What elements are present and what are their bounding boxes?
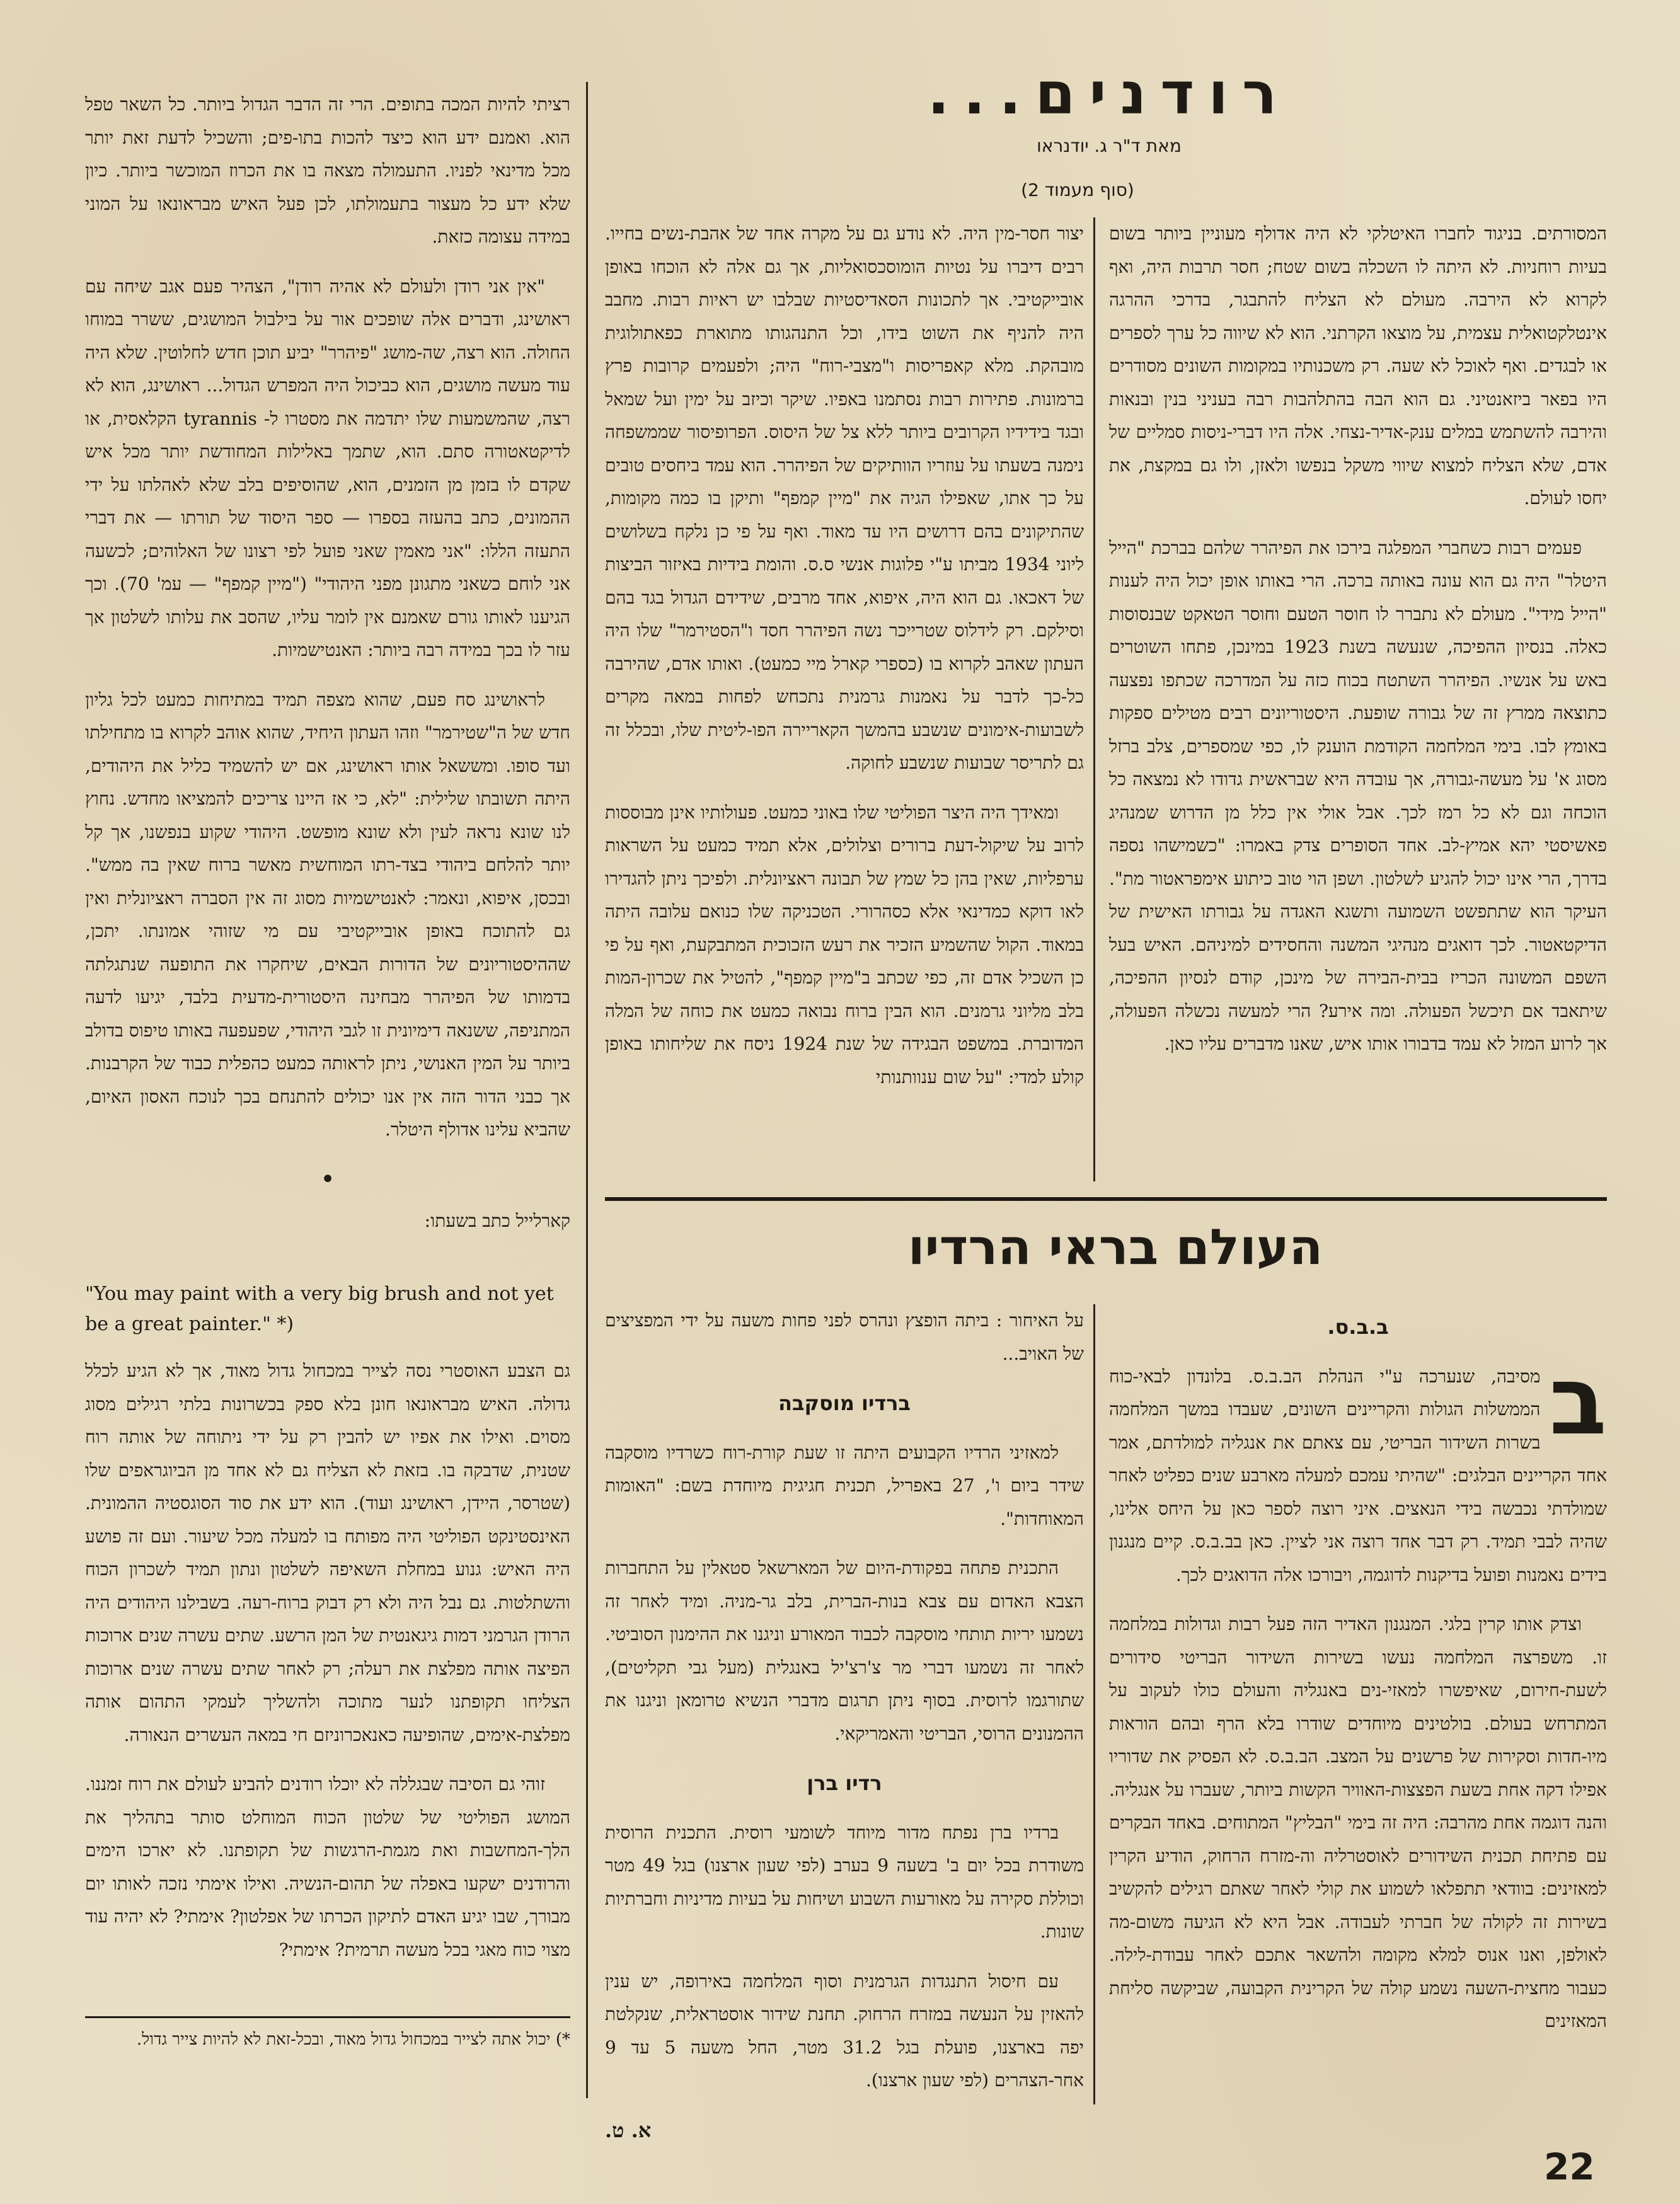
paragraph: וצדק אותו קרין בלגי. המנגנון האדיר הזה פעל רבות וגדולות במלחמה זו. משפרצה המלחמה נעשו בשירות השידור הבריטי סידורים לשעת-חירום, שאיפשרו למאזי-נים באנגליה והעולם כולו לעקוב על המתרחש בעולם. בולטינים מיוחדים שודרו בלא הרף ובהם הוראות מיו-חדות וסקירות של פרשנים על המצב. הב.ב.ס. לא הפסיק את שדוריו אפילו דקה אחת בשעת הפצצות-האוויר הקשות ביותר, שעברו על אנגליה. והנה דוגמה אחת מהרבה: היה זה בימי "הבליץ" המתוחים. באחד הבקרים עם פתיחת תכנית השידורים לאוסטרליה וה-מזרח הרחוק, הודיע הקרין למאזינים: בוודאי תתפלאו לשמוע את קולי לאחר שאתם רגילים להקשיב בשירות זה לקולה של חברתי לעבודה. אבל היא לא הגיעה משום-מה לאולפן, ואנו אנוס למלא מקומה ולהשאר אתכם לאחר עבודת-לילה. כעבור מחצית-השעה נשמע קולה של הקרינית הקבועה, שביקשה סליחת המאזינים [1109,1614,1607,2031]
article1-column-right [1109,217,1607,1181]
paragraph: זוהי גם הסיבה שבגללה לא יוכלו רודנים להביע לעולם את רוח זמננו. המושג הפוליטי של שלטון הכוח המוחלט סותר בתהליך את הלך-המחשבות ואת מגמת-הרגשות של תקופתנו. לא יארכו הימים והרודנים ישקעו באפלה של תהום-הנשיה. ואילו אימתי נזכה לאותו יום מבורך, שבו יגיע האדם לתיקון הכרתו של אפלטון? אימתי? לא יהיה עוד מצוי כוח מאגי בכל מעשה תרמית? אימתי? [85,1774,570,1960]
paragraph: מסיבה, שנערכה ע"י הנהלת הב.ב.ס. בלונדון לבאי-כוח הממשלות הגולות והקריינים השונים, שעבדו במשך המלחמה בשרות השידור הבריטי, עם צאתם את אנגליה למולדתם, אמר אחד הקריינים הבלגים: "שהיתי עמכם למעלה מארבע שנים כפליט לאחר שמולדתי נכבשה בידי הנאצים. איני רוצה לספר כאן על היחס אלינו, שהיה לבבי תמיד. רק דבר אחד רוצה אני לציין. כאן בב.ב.ס. קיים מנגנון בידים נאמנות ופועל בדיקנות לדוגמה, ויבורכו אלה הדואגים לכך. [1109,1365,1607,1585]
paragraph: רציתי להיות המכה בתופים. הרי זה הדבר הגדול ביותר. כל השאר טפל הוא. ואמנם ידע הוא כיצד להכות בתו-פים; והשכיל לדעת זאת יותר מכל מדינאי לפניו. התעמולה מצאה בו את הכרוז המוכשר ביותר. כיון שלא ידע כל מעצור בתעמולתו, לכן פעל האיש מבראונאו על המוני במידה עצומה כזאת. [85,94,570,247]
paragraph: ברדיו ברן נפתח מדור מיוחד לשומעי רוסית. התכנית הרוסית משודרת בכל יום ב' בשעה 9 בערב (לפי שעון ארצנו) בגל 49 מטר וכוללת סקירה על מאורעות השבוע ושיחות על בעיות מדיניות וחברתיות שונות. [605,1822,1084,1942]
paragraph: המסורתים. בניגוד לחברו האיטלקי לא היה אדולף מעוניין ביותר בשום בעיות רוחניות. לא היתה לו השכלה בשום שטח; חסר תרבות היה, ואף לקרוא לא הירבה. מעולם לא הצליח להתבגר, בדרכי ההרגה אינטלקטואלית עצמית, על מוצאו הקרתני. הוא לא שיווה כל ערך לספרים או לבגדים. ואף לאוכל לא שעה. רק משכנותיו במקומות השונים מסודרים היו בפאר ביזאנטיני. גם הוא הבה בהתלהבות רבה בעניני בנין ובנאות והירבה להשתמש במלים ענק-אדיר-נצחי. אלה היו דברי-ניסות סמליים של אדם, שלא הצליח למצוא שיווי משקל בנפשו ולאזן, ולו גם במקצת, את יחסו לעולם. [1109,223,1607,508]
article1-column-left-continued [85,1355,570,2010]
article2-title: העולם בראי הרדיו [907,1219,1323,1276]
paragraph: לראושינג סח פעם, שהוא מצפה תמיד במתיחות כמעט לכל גליון חדש של ה"שטירמר" וזהו העתון היחיד, שהוא אוהב לקרוא בו מתחילתו ועד סופו. ומששאל אותו ראושינג, אם יש להשמיד כליל את היהודים, היתה תשובתו שלילית: "לא, כי אז היינו צריכים להמציאו מחדש. נחוץ לנו שונא נראה לעין ולא שונא מופשט. היהודי שקוע בנפשנו, אך קל יותר להלחם ביהודי בצד-רתו המוחשית מאשר ברוח שאין בה ממש". ובכסן, איפוא, ונאמר: לאנטישמיות מסוג זה אין הסברה ראציונלית ואין גם להתוכח באופן אובייקטיבי עם מי שזוהי אמונתו. יתכן, שההיסטוריונים של הדורות הבאים, שיחקרו את התופעה שנתגלתה בדמותו של הפיהרר מבחינה היסטורית-מדעית בלבד, יגיעו לדעה המתניפה, ששנאה דימיונית זו לגבי היהודי, שפעפעה באותו טיפוס בדולב ביותר על המין האנושי, ניתן לראותה כמעט כהפלית כבוד של הקרבנות. אך כבני הדור הזה אין אנו יכולים להתנחם בכך לנוכח האסון האיום, שהביא עלינו אדולף היטלר. [85,689,570,1140]
section-heading-moscow: ברדיו מוסקבה [778,1391,911,1415]
paragraph: התכנית פתחה בפקודת-היום של המארשאל סטאלין על התחברות הצבא האדום עם צבא בנות-הברית, בלב גר-מניה. ומיד לאחר זה נשמעו יריות תותחי מוסקבה לכבוד המאורע וניגנו את ההימנון הסוביטי. לאחר זה נשמעו דברי מר צ'רצ'יל באנגלית (מעל גבי תקליטים), שתורגמו לרוסית. בסוף ניתן תרגום מדברי הנשיא טרומאן וניגנו את ההמנונים הרוסי, הבריטי והאמריקאי. [605,1558,1084,1744]
quote-text: "You may paint with a very big brush and not yet be a great painter." *) [85,1283,554,1335]
paragraph: יצור חסר-מין היה. לא נודע גם על מקרה אחד של אהבת-נשים בחייו. רבים דיברו על נטיות הומוסכסואליות, אך גם אלה לא הוכחו באופן אובייקטיבי. אך לתכונות הסאדיסטיות שבלבו יש ראיות רבות. מחבב היה להניף את השוט בידו, וכל התנהגותו מתוארת כפאתולוגית מובהקת. מלא קאפריסות ו"מצבי-רוח" היה; ולפעמים קרובות פרץ ברמונות. פתירות רבות נסתמנו באפיו. שיקר וכיזב על ימין ועל שמאל ובגד בידידיו הקרובים ביותר ללא צל של היסוס. הפרופיסור שממשפחה נימנה בשעתו על עוזריו הוותיקים של הפיהרר. הוא עמד ביחסים טובים על כך אתו, שאפילו הגיה את "מיין קמפף" ותיקן בו כמה מקומות, שהתיקונים בהם דרושים היו עד מאוד. ואף על פי כן נלקח בשלושים ליוני 1934 מביתו ע"י פלוגות אנשי ס.ס. והומת בידיות באיזור הביצות של דאכאו. גם הוא היה, איפוא, אחד מרבים, שידידם הגדול בגד בהם וסילקם. רק לידלוס שטרייכר נשה הפיהרר חסד ו"הסטירמר" שלו היה העתון שאהב לקרוא בו (כספרי קארל מיי כמעט). ואותו אדם, שהירבה כל-כך לדבר על נאמנות גרמנית נתכחש לפחות במאה מקרים לשבועות-אימונים שנשבע בהמשך הקאריירה הפו-ליטית שלו, ובכלל זה גם לתריסר שבועות שנשבע לחוקה. [605,223,1085,773]
section-heading-bern: רדיו ברן [807,1771,882,1795]
column-rule [1093,1304,1095,2104]
column-rule [586,82,588,2098]
footnote-text: *) יכול אתה לצייר במכחול גדול מאוד, ובכל-זאת לא להיות צייר גדול. [136,2030,570,2049]
paragraph: פעמים רבות כשחברי המפלגה בירכו את הפיהרר שלהם בברכת "הייל היטלר" היה גם הוא עונה באותה ברכה. הרי באותו אופן יכול היה לענות "הייל מידי". מעולם לא נתברר לו חוסר הטעם וחוסר הטאקט שבנסוסות כאלה. בנסיון ההפיכה, שנעשה בשנת 1923 במינכן, פתחו השוטרים באש על אנשיו. הפיהרר השתטח בכוח כזה על המדרכה שכתפו נפצעה כתוצאה ממרץ זה של גבורה שופעת. היסטוריונים רבים מטילים ספקות באומץ לבו. בימי המלחמה הקודמת הוענק לו, כפי שמספרים, צלב ברזל מסוג א' על מעשה-גבורה, אך עובדה היא שבראשית גדודו לא נמצאה כל הוכחה וגם לא כל רמז לכך. אבל אולי אין כלל מן הדרוש שמנהיג פאשיסטי יהא אמיץ-לב. אחד הסופרים צדק באמרו: "כשמישהו נספה בדרך, הרי אינו יכול להגיע לשלטון. ושפן הוי טוב כיתוע אימפראטור מת". העיקר הוא שתתפשט השמועה ותשגא האגדה על גבורתו האישית של הדיקטאטור. לכך דואגים מנהיגי המשנה והחסידים למיניהם. האיש בעל השפם המשונה הכריז בבית-הבירה של מינכן, קודם לנסיון ההפיכה, שיתאבד אם תיכשל הפעולה. ומה אירע? הרי למעשה נכשלה הפעולה, אך לרוע המזל לא עמד בדבורו אותו איש, שאנו מדברים עליו כאן. [1109,537,1607,1054]
paragraph: גם הצבע האוסטרי נסה לצייר במכחול גדול מאוד, אך לא הגיע לכלל גדולה. האיש מבראונאו חונן בלא ספק בכשרונות בלתי רגילים מסוג מסוים. ואילו את אפיו יש להבין רק על ידי ניתוחה של אותה רוח שטנית, שדבקה בו. בזאת לא הצליח גם לא אחד מן הביוגראפים שלו (שטרסר, היידן, ראושינג ועוד). הוא ידע את סוד הסוגסטיה ההמונית. האינסטינקט הפוליטי היה מפותח בו למעלה מכל שיעור. ועם זה פושע היה האיש: גנוע במחלת השאיפה לשלטון ונתון תמיד לשכרון הכוח והשתלטות. גם נבל היה ולא רק דבוק ברוח-רעה. בשבילנו היהודים היה הרודן הגרמני דמות גיגאנטית של המן הרשע. שתים עשרה שנים ארוכות הפיצה אותה מפלצת את רעלה; רק לאחר שתים עשרה שנים ארוכות הצליחו תקופתנו לנער מתוכה ולהשליך לעמקי התהום אותה מפלצת-אימים, שהופיעה כאנאכרוניזם חי במאה העשרים הנאורה. [85,1360,570,1745]
paragraph: ומאידך היה היצר הפוליטי שלו באוני כמעט. פעולותיו אינן מבוססות לרוב על שיקול-דעת ברורים וצלולים, אלא תמיד כמעט על השראות ערפליות, שאין בהן כל שמץ של תבונה ראציונלית. ולפיכך ניתן להגדירו לאו דוקא כמדינאי אלא כסהרורי. הטכניקה שלו כנואם עלובה היתה במאוד. הקול שהשמיע הזכיר את רעש הזכוכית המתבקעת, ואף על פי כן השכיל אדם זה, כפי שכתב ב"מיין קמפף", להטיל את שכרון-המות בלב מליוני גרמנים. הוא הבין ברוח נבואה כמעט את כוחה של המלה המדוברת. במשפט הבגידה של שנת 1924 ניסח את שליחותו באופן קולע למדי: "על שום ענוותנותי [605,801,1084,1088]
article1-column-middle [605,217,1084,1181]
continuation-note: (סוף מעמוד 2) [1021,180,1134,200]
article2-column-left [605,1304,1084,2142]
footnote [85,2026,570,2089]
article2-column-right [1109,1304,1607,2104]
article-divider [605,1197,1607,1201]
column-rule [1093,217,1095,1181]
drop-cap: ב [1549,1346,1607,1456]
separator-star: • [320,1164,335,1194]
paragraph: "אין אני רודן ולעולם לא אהיה רודן", הצהיר פעם אגב שיחה עם ראושינג, ודברים אלה שופכים אור על בילבול המושגים, ששרר במוחו החולה. הוא רצה, שה-מושג "פיהרר" יביע תוכן חדש לחלוטין. שלא היה עוד מעשה מושגים, הוא כביכול היה המפרש הגדול... ראושינג, הוא לא רצה, שהמשמעות שלו יתדמה את מסטרו ל- tyrannis הקלאסית, או לדיקטאטורה סתם. הוא, שתמך באלילות המחודשת יותר מכל איש שקדם לו בזמן מן הזמנים, הוא, שהוסיפים בלב שלא לאהלתו על ידי ההמונים, כתב בהעזה בספרו — ספר היסוד של תורתו — את דברי התעזה הללו: "אני מאמין שאני פועל לפי רצונו של האלוהים; לכשעה אני לוחם כשאני מתגונן מפני היהודי" ("מיין קמפף" — עמ' 70). וכך הגיענו לאותו גורם שאמנם אין לומר עליו, שהסב את עלותו לשלטון אך עזר לו בכך במידה רבה ביותר: האנטישמיות. [85,275,571,660]
page-number: 22 [1544,2145,1595,2188]
signature: א. ט. [605,2118,652,2142]
article2-byline: ב.ב.ס. [1327,1315,1389,1339]
english-quote [85,1279,570,1348]
paragraph: למאזיני הרדיו הקבועים היתה זו שעת קורת-רוח כשרדיו מוסקבה שידר ביום ו', 27 באפריל, תכנית חגיגית מיוחדת בשם: "האומות המאוחדות". [605,1442,1084,1529]
article1-column-left [85,88,570,1273]
paragraph: קארלייל כתב בשעתו: [424,1210,570,1231]
article-title: רודנים... [927,60,1291,127]
paragraph: על האיחור : ביתה הופצץ ונהרס לפני פחות משעה על ידי המפציצים של האויב... [605,1310,1084,1364]
article-byline: מאת ד"ר ג. יודנראו [1037,135,1182,156]
footnote-rule [85,2016,570,2018]
paragraph: עם חיסול התנגדות הגרמנית וסוף המלחמה באירופה, יש ענין להאזין על הנעשה במזרח הרחוק. תחנת שידור אוסטראלית, שנקלטת יפה בארצנו, פועלת בגל 31.2 מטר, החל משעה 5 עד 9 אחר-הצהרים (לפי שעון ארצנו). [605,1970,1084,2091]
